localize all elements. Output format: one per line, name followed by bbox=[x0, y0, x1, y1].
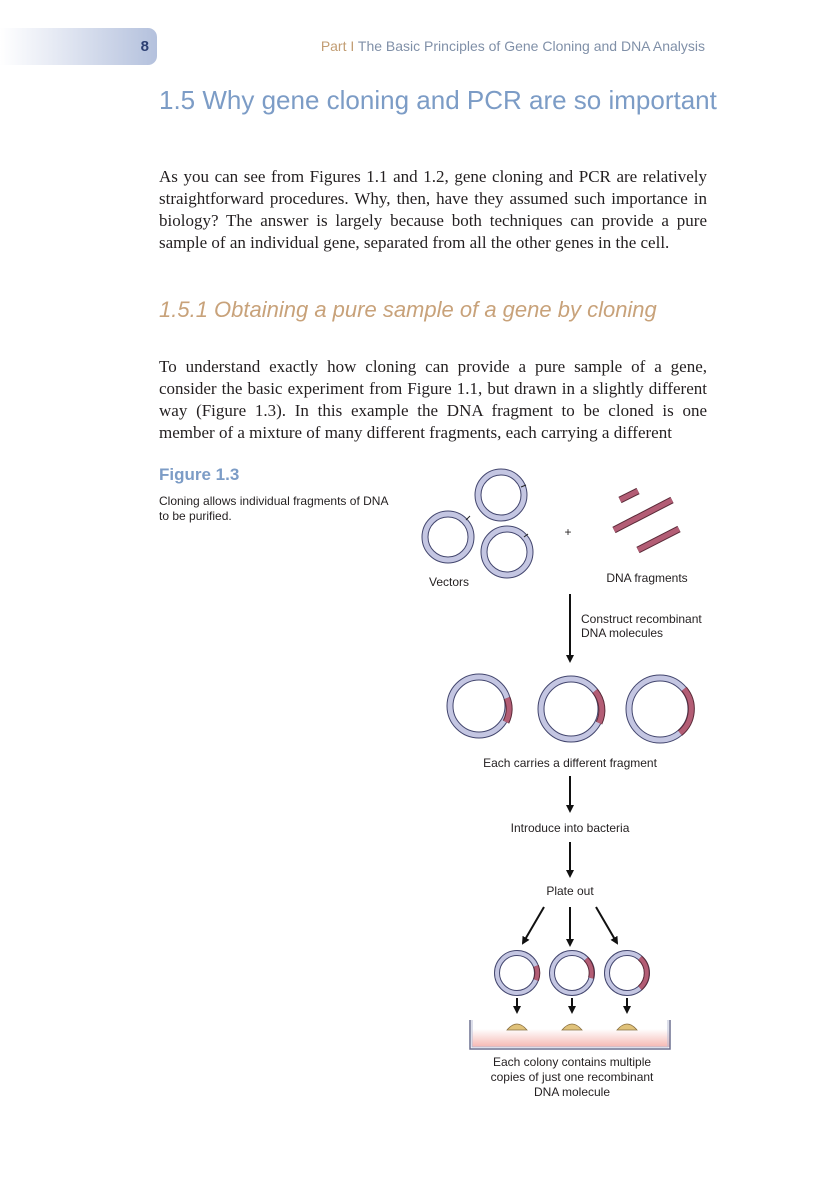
vector-group bbox=[425, 472, 530, 575]
recombinant-molecule-small bbox=[607, 953, 647, 993]
plate-out-label: Plate out bbox=[546, 884, 594, 898]
vectors-label: Vectors bbox=[428, 575, 470, 589]
colony-label-1: Each colony contains multiple bbox=[492, 1055, 652, 1069]
recombinant-molecule-small bbox=[552, 953, 592, 993]
section-heading: 1.5 Why gene cloning and PCR are so important bbox=[159, 85, 717, 115]
subsection-heading: 1.5.1 Obtaining a pure sample of a gene by cloning bbox=[159, 297, 657, 322]
bacterial-colony bbox=[507, 1024, 527, 1030]
introduce-label: Introduce into bacteria bbox=[510, 821, 630, 835]
vector-plasmid bbox=[484, 529, 530, 575]
plus-sign: + bbox=[564, 525, 572, 539]
section-paragraph: As you can see from Figures 1.1 and 1.2, gene cloning and PCR are relatively straightforward procedures. Why, then, have they assumed such importance in biology? The answer is largely because both techniques can provide a pure sample of an individual gene, separated from all the other genes in the cell. bbox=[159, 167, 707, 252]
step-arrow bbox=[523, 907, 544, 943]
running-header bbox=[321, 38, 705, 54]
recombinant-molecule bbox=[629, 678, 691, 740]
recombinant-molecule-small bbox=[497, 953, 537, 993]
book-section-title: The Basic Principles of Gene Cloning and DNA Analysis bbox=[357, 38, 705, 54]
recombinant-molecule bbox=[541, 679, 602, 739]
colony-label-3: DNA molecule bbox=[533, 1085, 611, 1099]
figure-caption: Cloning allows individual fragments of DNA to be purified. bbox=[159, 494, 388, 523]
part-label: Part I bbox=[320, 38, 355, 54]
dna-fragment-group bbox=[614, 491, 679, 550]
subsection-paragraph: To understand exactly how cloning can provide a pure sample of a gene, consider the basic experiment from Figure 1.1, but drawn in a slightly different way (Figure 1.3). In this example the DNA fragment to be cloned is one member of a mixture of many different fragments, each carrying a different bbox=[159, 357, 707, 442]
agar-plate bbox=[470, 1020, 670, 1049]
figure-title: Figure 1.3 bbox=[159, 465, 240, 484]
vector-plasmid bbox=[478, 472, 526, 518]
each-carries-label: Each carries a different fragment bbox=[483, 756, 657, 770]
bacterial-colony bbox=[617, 1024, 637, 1030]
step-arrow bbox=[596, 907, 617, 943]
cloning-diagram bbox=[400, 460, 720, 1110]
dna-fragments-label: DNA fragments bbox=[606, 571, 688, 585]
bacterial-colony bbox=[562, 1024, 582, 1030]
colony-label-2: copies of just one recombinant bbox=[490, 1070, 654, 1084]
recombinant-molecule bbox=[450, 677, 509, 735]
construct-step-label-1: Construct recombinant bbox=[581, 612, 702, 626]
construct-step-label-2: DNA molecules bbox=[581, 626, 664, 640]
page-number: 8 bbox=[140, 38, 149, 55]
vector-plasmid bbox=[425, 514, 471, 560]
